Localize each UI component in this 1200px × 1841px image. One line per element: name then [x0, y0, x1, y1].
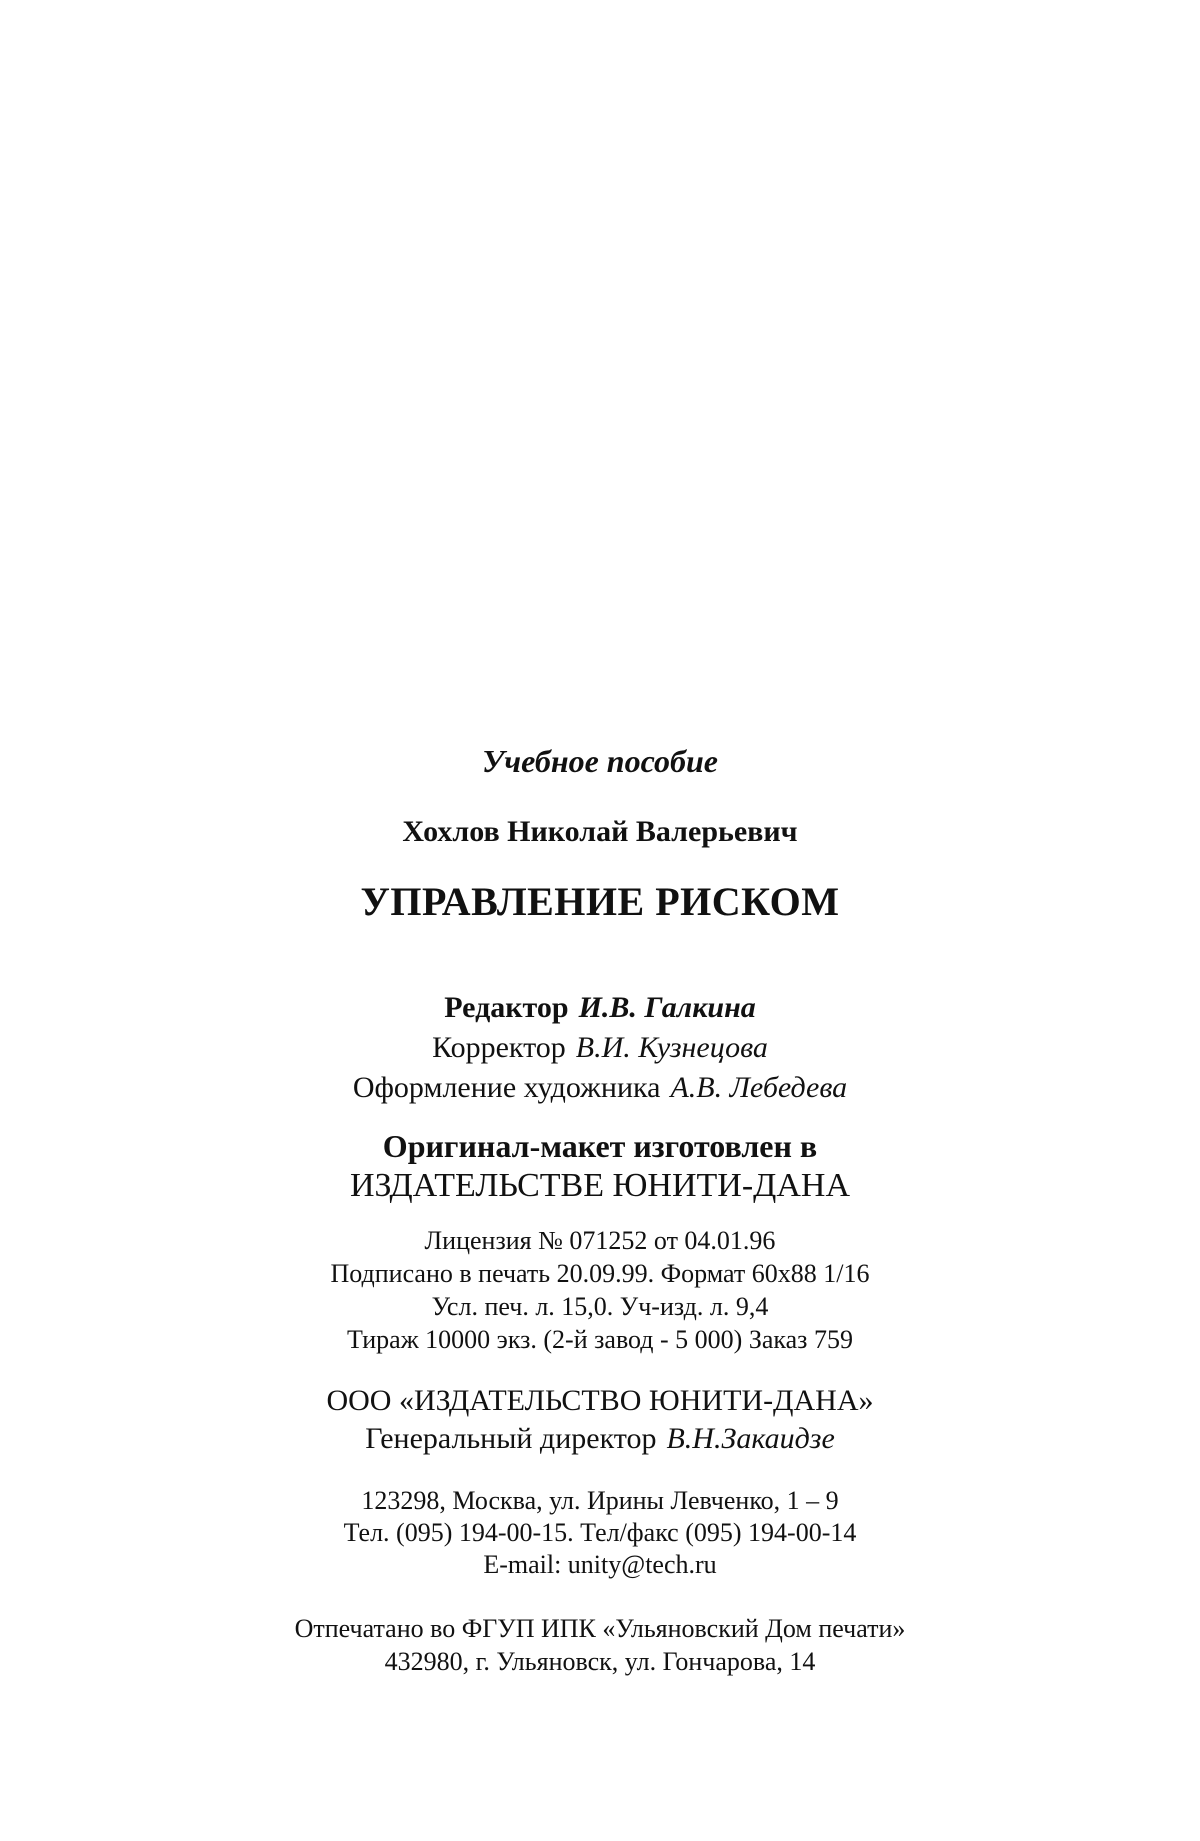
layout-credit-block [0, 1126, 1200, 1206]
proofreader-label: Корректор [432, 1031, 566, 1064]
print-info-block [0, 1224, 1200, 1356]
layout-line-1: Оригинал-макет изготовлен в [382, 1128, 818, 1164]
author-name: Хохлов Николай Валерьевич [402, 815, 798, 848]
publisher-block [0, 1382, 1200, 1458]
director-line [0, 1420, 1200, 1458]
editor-label: Редактор [444, 991, 569, 1024]
publisher-company: ООО «ИЗДАТЕЛЬСТВО ЮНИТИ-ДАНА» [326, 1384, 874, 1417]
director-label: Генеральный директор [365, 1422, 657, 1455]
printer-block [0, 1612, 1200, 1678]
artist-name: А.В. Лебедева [670, 1071, 848, 1104]
editor-credit [0, 988, 1200, 1028]
subtitle-text: Учебное пособие [482, 743, 718, 779]
printer-line-1: Отпечатано во ФГУП ИПК «Ульяновский Дом печати» [294, 1614, 906, 1643]
run-line: Тираж 10000 экз. (2-й завод - 5 000) Заказ 759 [347, 1325, 853, 1354]
sheets-line: Усл. печ. л. 15,0. Уч-изд. л. 9,4 [431, 1292, 769, 1321]
street-address: 123298, Москва, ул. Ирины Левченко, 1 – 9 [361, 1486, 839, 1515]
email-line: E-mail: unity@tech.ru [483, 1550, 717, 1579]
proofreader-name: В.И. Кузнецова [575, 1031, 768, 1064]
book-type-subtitle [0, 743, 1200, 780]
artist-credit [0, 1068, 1200, 1108]
editor-name: И.В. Галкина [578, 991, 756, 1024]
address-block [0, 1485, 1200, 1581]
book-title [0, 878, 1200, 925]
artist-label: Оформление художника [352, 1071, 661, 1104]
director-name: В.Н.Закаидзе [666, 1422, 835, 1455]
printer-line-2: 432980, г. Ульяновск, ул. Гончарова, 14 [384, 1647, 816, 1676]
layout-line-2: ИЗДАТЕЛЬСТВЕ ЮНИТИ-ДАНА [349, 1167, 851, 1204]
license-line: Лицензия № 071252 от 04.01.96 [424, 1226, 776, 1255]
credits-block [0, 988, 1200, 1108]
phone-line: Тел. (095) 194-00-15. Тел/факс (095) 194-00-14 [343, 1518, 857, 1547]
signed-line: Подписано в печать 20.09.99. Формат 60х88 1/16 [330, 1259, 870, 1288]
title-text: УПРАВЛЕНИЕ РИСКОМ [360, 879, 840, 924]
author-block [0, 815, 1200, 849]
proofreader-credit [0, 1028, 1200, 1068]
